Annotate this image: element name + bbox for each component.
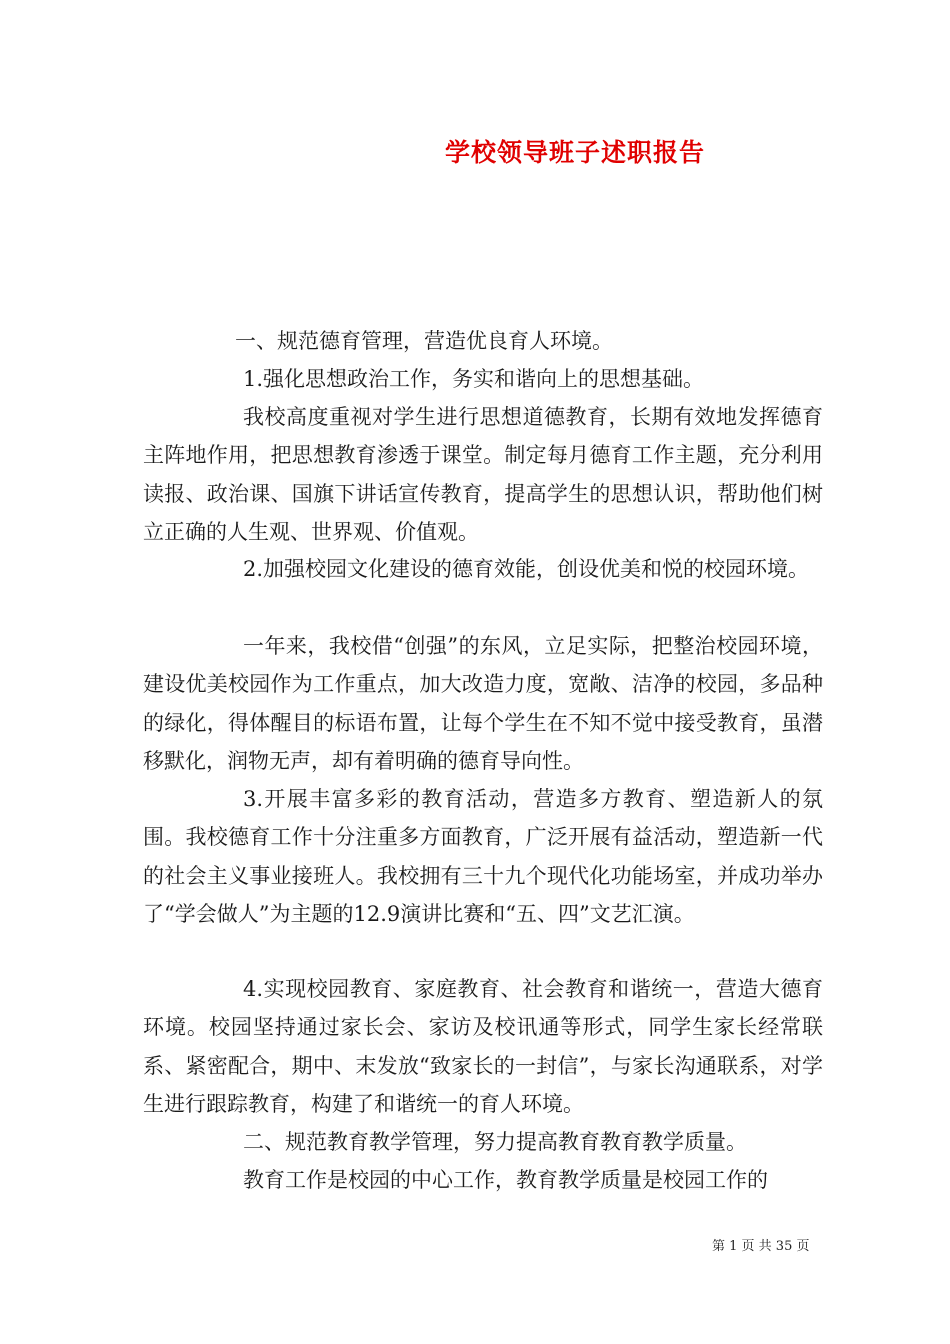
body-paragraph: 一年来，我校借“创强”的东风，立足实际，把整治校园环境，建设优美校园作为工作重点，加大改造力度，宽敞、洁净的校园，多品种的绿化，得体醒目的标语布置，让每个学生在不知不觉中接受教育，虽潜移默化，润物无声，却有着明确的德育导向性。: [143, 634, 823, 773]
document-title: 学校领导班子述职报告: [444, 138, 705, 167]
section-heading: 二、规范教育教学管理，努力提高教育教育教学质量。: [243, 1130, 747, 1154]
body-paragraph: 教育工作是校园的中心工作，教育教学质量是校园工作的: [243, 1168, 768, 1192]
sub-heading: 2.加强校园文化建设的德育效能，创设优美和悦的校园环境。: [243, 557, 810, 581]
page-footer: 第 1 页 共 35 页: [712, 1239, 810, 1254]
sub-heading-paragraph: 3.开展丰富多彩的教育活动，营造多方教育、塑造新人的氛围。我校德育工作十分注重多方面教育，广泛开展有益活动，塑造新一代的社会主义事业接班人。我校拥有三十九个现代化功能场室，并成功举办了“学会做人”为主题的12.9演讲比赛和“五、四”文艺汇演。: [143, 787, 823, 926]
sub-heading-paragraph: 4.实现校园教育、家庭教育、社会教育和谐统一，营造大德育环境。校园坚持通过家长会、家访及校讯通等形式，同学生家长经常联系、紧密配合，期中、末发放“致家长的一封信”，与家长沟通联系，对学生进行跟踪教育，构建了和谐统一的育人环境。: [143, 977, 823, 1116]
sub-heading: 1.强化思想政治工作，务实和谐向上的思想基础。: [243, 367, 705, 391]
body-paragraph: 我校高度重视对学生进行思想道德教育，长期有效地发挥德育主阵地作用，把思想教育渗透于课堂。制定每月德育工作主题，充分利用读报、政治课、国旗下讲话宣传教育，提高学生的思想认识，帮助他们树立正确的人生观、世界观、价值观。: [143, 405, 823, 544]
section-heading: 一、规范德育管理，营造优良育人环境。: [235, 329, 613, 353]
